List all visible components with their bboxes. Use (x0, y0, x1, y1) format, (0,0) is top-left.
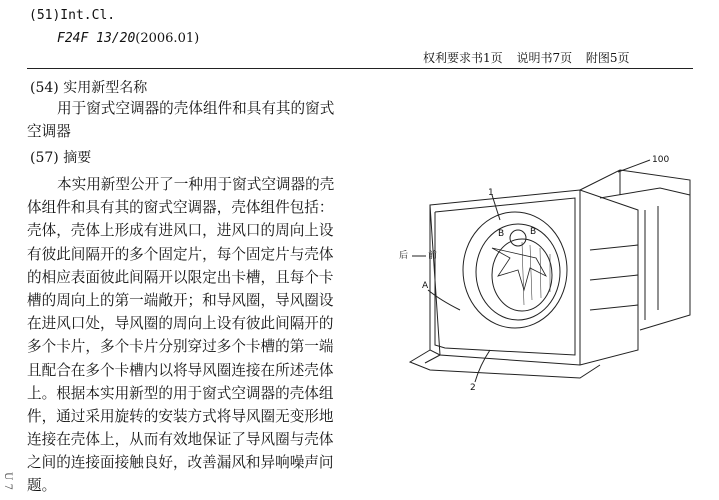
page-counts: 权利要求书1页 说明书7页 附图5页 (423, 51, 630, 65)
title-line: 用于窗式空调器的壳体组件和具有其的窗式 (57, 100, 335, 117)
abstract-line: 有彼此间隔开的多个固定片，每个固定片与壳体 (27, 245, 334, 263)
abstract-line: 件，通过采用旋转的安装方式将导风圈无变形地 (27, 407, 334, 425)
abstract-line: 上。根据本实用新型的用于窗式空调器的壳体组 (27, 384, 334, 402)
int-cl-label: (51)Int.Cl. (29, 8, 116, 23)
classification-code: F24F 13/20 (57, 31, 136, 46)
ref-b-right: B (530, 227, 537, 237)
abstract-line: 的相应表面彼此间隔开以限定出卡槽，且每个卡 (27, 268, 334, 286)
ref-100: 100 (652, 155, 670, 165)
abstract-line: 多个卡片，多个卡片分别穿过多个卡槽的第一端 (27, 338, 334, 356)
int-cl-code (57, 31, 199, 46)
abstract-line: 壳体，壳体上形成有进风口，进风口的周向上设 (27, 222, 334, 240)
abstract-line: 连接在壳体上，从而有效地保证了导风圈与壳体 (27, 431, 334, 449)
patent-drawing (400, 150, 700, 410)
ref-b-left: B (498, 229, 505, 239)
reference-labels (399, 155, 669, 393)
abstract-line: 且配合在多个卡槽内以将导风圈连接在所述壳体 (27, 361, 334, 379)
side-margin-mark: U 7 (2, 472, 13, 490)
direction-back: 后 (399, 251, 409, 261)
header-divider (27, 68, 693, 69)
fan-wheel (463, 212, 567, 328)
abstract-line: 题。 (27, 477, 57, 495)
classification-version: (2006.01) (135, 31, 200, 46)
title-line: 空调器 (27, 123, 71, 141)
abstract-text (27, 173, 334, 498)
abstract-line: 槽的周向上的第一端敞开；和导风圈，导风圈设 (27, 291, 334, 309)
direction-front: 前 (428, 251, 438, 261)
abstract-section-heading: (57) 摘要 (30, 150, 92, 166)
title-section-heading: (54) 实用新型名称 (30, 80, 148, 96)
abstract-line: 之间的连接面接触良好，改善漏风和异响噪声问 (27, 454, 334, 472)
ref-a: A (422, 281, 429, 291)
ref-1: 1 (488, 188, 494, 198)
utility-model-title (27, 97, 334, 143)
abstract-line: 本实用新型公开了一种用于窗式空调器的壳 (57, 176, 335, 193)
abstract-line: 体组件和具有其的窗式空调器，壳体组件包括： (27, 199, 334, 217)
abstract-line: 在进风口处，导风圈的周向上设有彼此间隔开的 (27, 315, 334, 333)
ref-2: 2 (470, 383, 476, 393)
